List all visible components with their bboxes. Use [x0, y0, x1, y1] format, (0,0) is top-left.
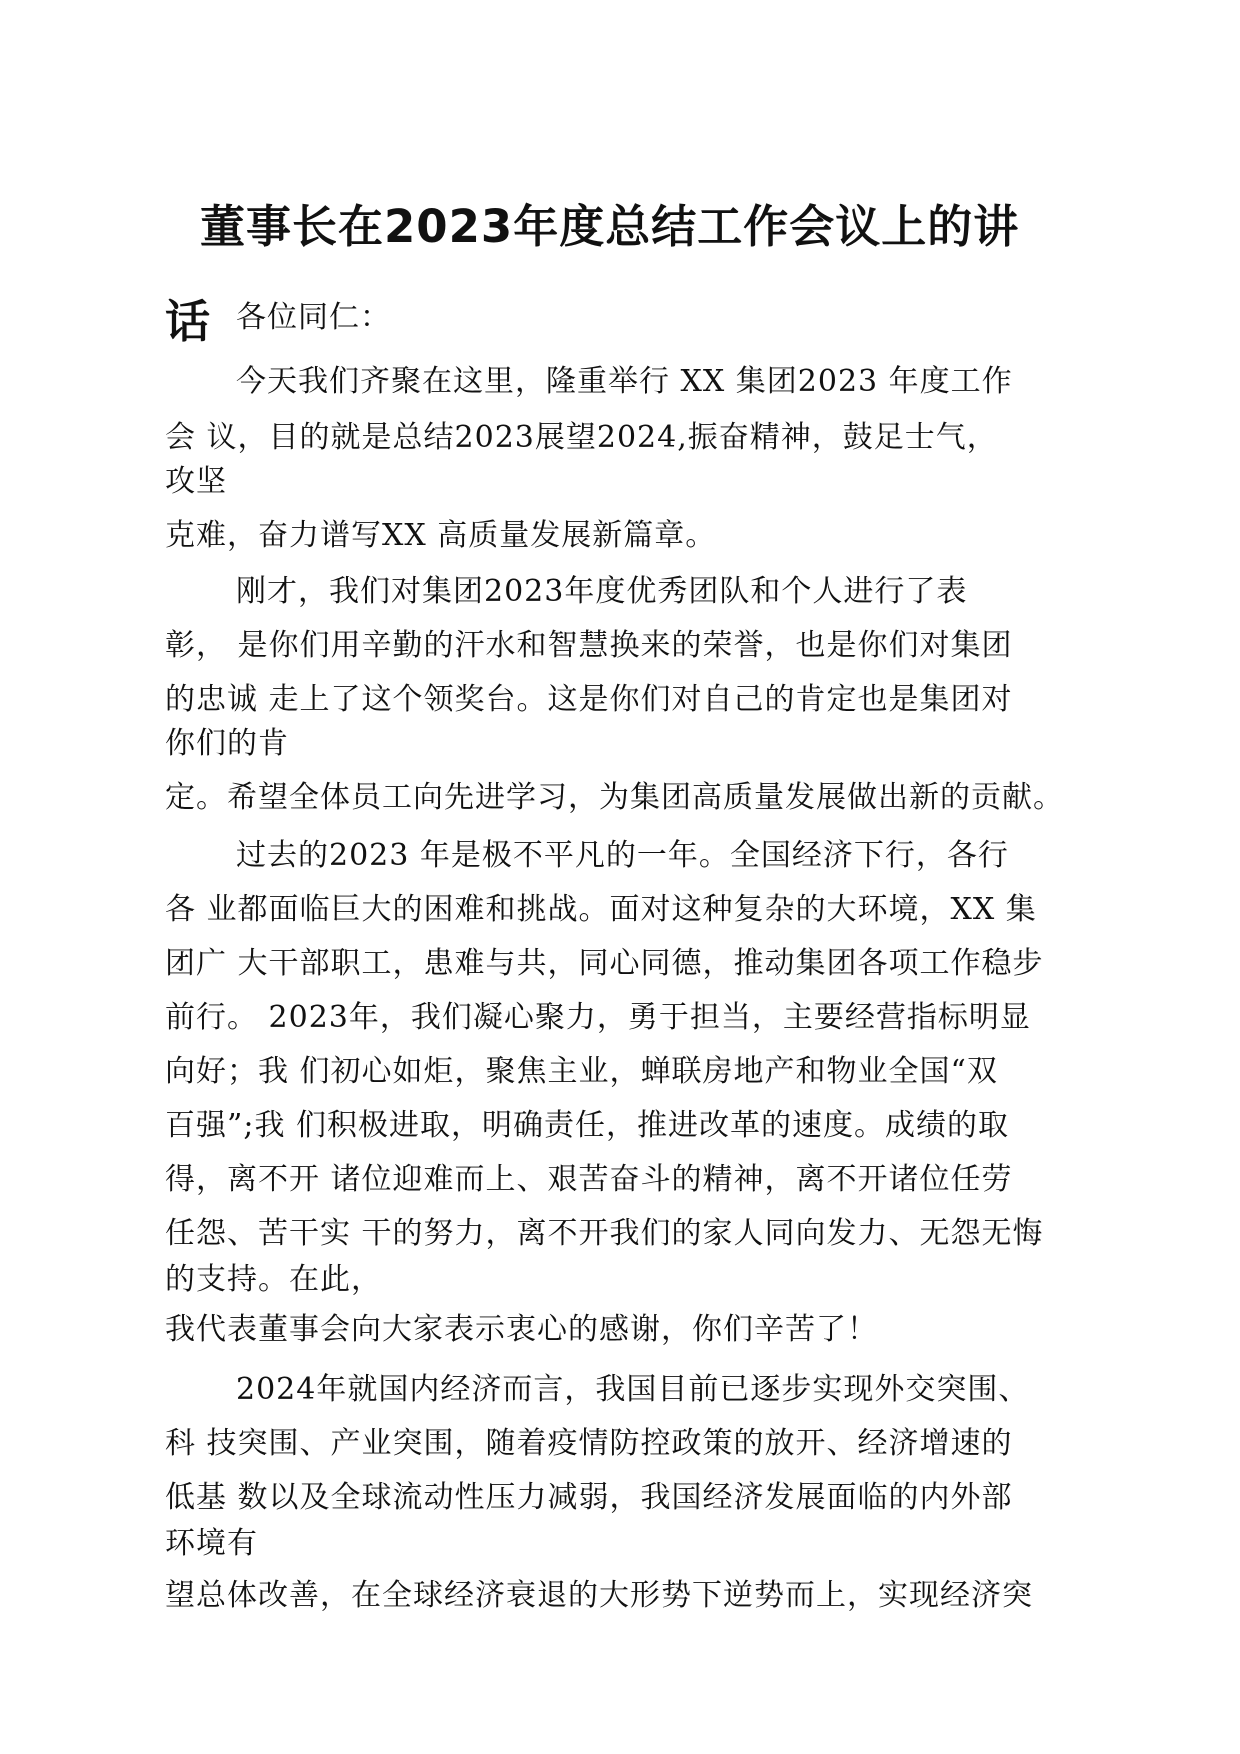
text-line: 任怨、苦干实 干的努力，离不开我们的家人同向发力、无怨无悔 — [165, 1216, 1044, 1251]
text-line: 科 技突围、产业突围，随着疫情防控政策的放开、经济增速的 — [165, 1426, 1013, 1461]
text-line: 你们的肯 — [165, 726, 289, 761]
text-line: 过去的2023 年是极不平凡的一年。全国经济下行，各行 — [236, 838, 1009, 873]
document-title-continuation: 话 — [165, 295, 211, 348]
text-line: 会 议，目的就是总结2023展望2024,振奋精神，鼓足士气， — [165, 420, 998, 455]
text-line: 向好；我 们初心如炬，聚焦主业，蝉联房地产和物业全国“双 — [165, 1054, 998, 1089]
text-line: 我代表董事会向大家表示衷心的感谢，你们辛苦了！ — [165, 1312, 878, 1347]
text-line: 刚才，我们对集团2023年度优秀团队和个人进行了表 — [236, 574, 968, 609]
text-line: 低基 数以及全球流动性压力减弱，我国经济发展面临的内外部 — [165, 1480, 1013, 1515]
text-line: 的忠诚 走上了这个领奖台。这是你们对自己的肯定也是集团对 — [165, 682, 1013, 717]
text-line: 望总体改善，在全球经济衰退的大形势下逆势而上，实现经济突 — [165, 1578, 1033, 1613]
text-line: 前行。 2023年，我们凝心聚力，勇于担当，主要经营指标明显 — [165, 1000, 1031, 1035]
text-line: 彰， 是你们用辛勤的汗水和智慧换来的荣誉，也是你们对集团 — [165, 628, 1013, 663]
salutation: 各位同仁： — [236, 300, 391, 335]
text-line: 得，离不开 诸位迎难而上、艰苦奋斗的精神，离不开诸位任劳 — [165, 1162, 1013, 1197]
text-line: 2024年就国内经济而言，我国目前已逐步实现外交突围、 — [236, 1372, 1030, 1407]
text-line: 团广 大干部职工，患难与共，同心同德，推动集团各项工作稳步 — [165, 946, 1044, 981]
text-line: 环境有 — [165, 1526, 258, 1561]
text-line: 今天我们齐聚在这里，隆重举行 XX 集团2023 年度工作 — [236, 364, 1013, 399]
text-line: 定。希望全体员工向先进学习，为集团高质量发展做出新的贡献。 — [165, 780, 1064, 815]
text-line: 克难，奋力谱写XX 高质量发展新篇章。 — [165, 518, 717, 553]
text-line: 百强”;我 们积极进取，明确责任，推进改革的速度。成绩的取 — [165, 1108, 1009, 1143]
text-line: 攻坚 — [165, 464, 227, 499]
document-title: 董事长在2023年度总结工作会议上的讲 — [200, 200, 1020, 253]
text-line: 各 业都面临巨大的困难和挑战。面对这种复杂的大环境，XX 集 — [165, 892, 1037, 927]
text-line: 的支持。在此， — [165, 1262, 382, 1297]
